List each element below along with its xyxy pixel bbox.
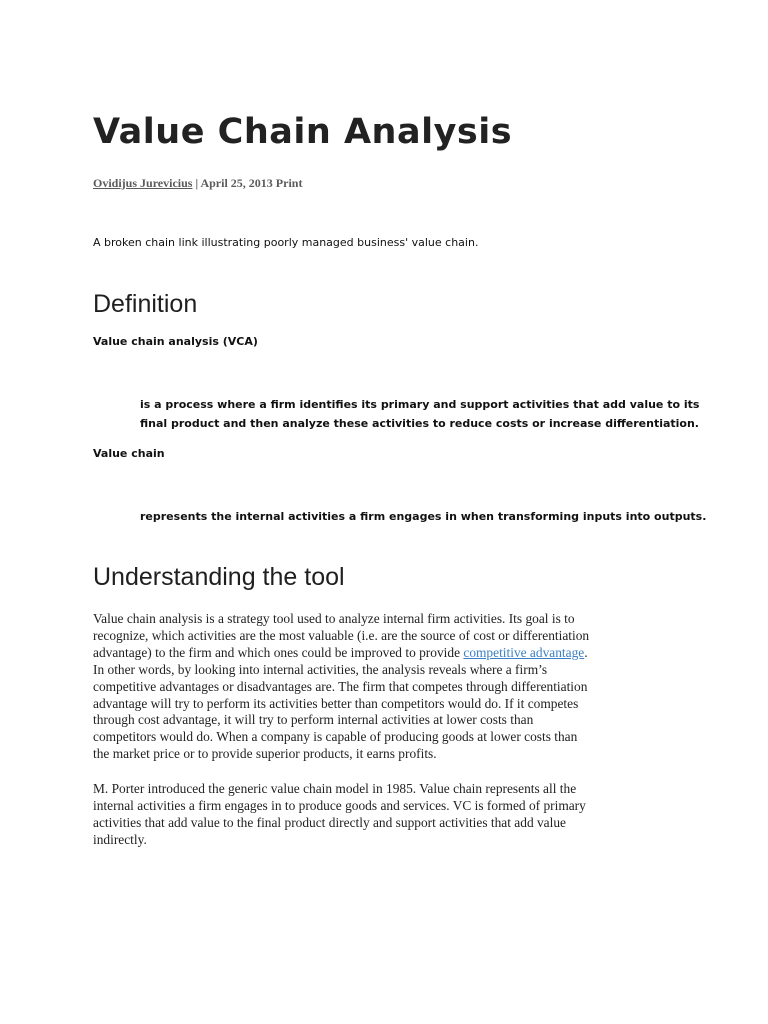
definition-line: final product and then analyze these activities to reduce costs or increase differentiation. bbox=[140, 417, 699, 430]
term-value-chain-analysis: Value chain analysis (VCA) bbox=[93, 335, 258, 348]
publish-date: April 25, 2013 bbox=[200, 176, 273, 190]
paragraph-line: advantage will try to perform its activities better than competitors would do. If it competes bbox=[93, 695, 579, 711]
definition-line: is a process where a firm identifies its primary and support activities that add value to its bbox=[140, 398, 700, 411]
understanding-paragraph-1 bbox=[93, 611, 673, 763]
paragraph-line: indirectly. bbox=[93, 831, 147, 847]
definition-heading: Definition bbox=[93, 290, 198, 318]
paragraph-line: through cost advantage, it will try to perform internal activities at lower costs than bbox=[93, 712, 534, 728]
paragraph-line: activities that add value to the final product directly and support activities that add value bbox=[93, 814, 566, 830]
paragraph-line: Value chain analysis is a strategy tool used to analyze internal firm activities. Its goal is to bbox=[93, 611, 575, 626]
byline-separator: | bbox=[192, 176, 201, 190]
paragraph-line: competitors would do. When a company is capable of producing goods at lower costs than bbox=[93, 729, 578, 745]
line-text: . bbox=[584, 644, 588, 660]
author-link[interactable]: Ovidijus Jurevicius bbox=[93, 176, 193, 190]
line-text: advantage) to the firm and which ones could be improved to provide bbox=[93, 644, 464, 660]
competitive-advantage-link[interactable]: competitive advantage bbox=[463, 644, 585, 660]
paragraph-line: internal activities a firm engages in to produce goods and services. VC is formed of primary bbox=[93, 797, 586, 813]
definition-line: represents the internal activities a firm engages in when transforming inputs into outputs. bbox=[140, 510, 707, 523]
understanding-heading: Understanding the tool bbox=[93, 563, 345, 591]
paragraph-line: In other words, by looking into internal activities, the analysis reveals where a firm’s bbox=[93, 661, 548, 677]
paragraph-line: M. Porter introduced the generic value chain model in 1985. Value chain represents all the bbox=[93, 781, 577, 796]
term-value-chain: Value chain bbox=[93, 447, 165, 460]
understanding-paragraph-2 bbox=[93, 781, 673, 849]
paragraph-line: recognize, which activities are the most valuable (i.e. are the source of cost or differentiation bbox=[93, 627, 590, 643]
image-caption: A broken chain link illustrating poorly managed business' value chain. bbox=[93, 236, 479, 249]
byline bbox=[93, 176, 302, 191]
paragraph-line bbox=[93, 645, 673, 662]
definition-value-chain-analysis bbox=[140, 395, 700, 433]
print-link[interactable]: Print bbox=[275, 176, 303, 190]
paragraph-line: the market price or to provide superior products, it earns profits. bbox=[93, 746, 437, 762]
definition-value-chain bbox=[140, 507, 707, 526]
paragraph-line: competitive advantages or disadvantages are. The firm that competes through differentiation bbox=[93, 678, 588, 694]
article-title: Value Chain Analysis bbox=[93, 112, 513, 152]
